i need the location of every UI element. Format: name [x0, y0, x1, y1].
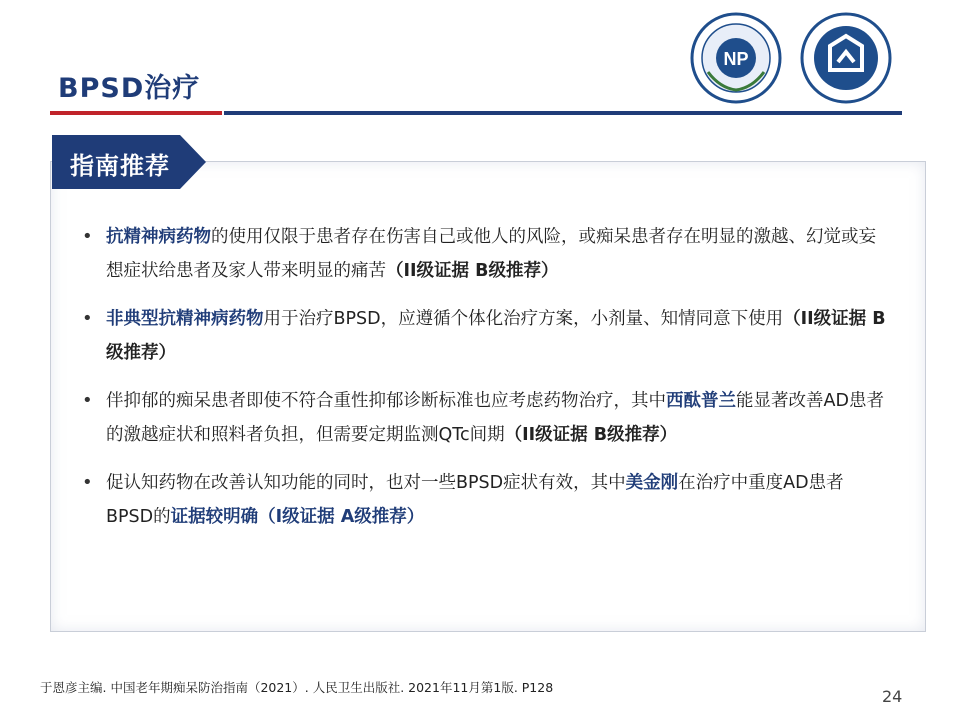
citation: 于恩彦主编. 中国老年期痴呆防治指南（2021）. 人民卫生出版社. 2021年11月第1版. P128: [40, 680, 554, 695]
section-tag: [52, 135, 206, 189]
mental-health-institute-emblem-icon: [800, 12, 892, 104]
bullet-text: 伴抑郁的痴呆患者即使不符合重性抑郁诊断标准也应考虑药物治疗，其中: [106, 391, 666, 411]
drug-name: 非典型抗精神病药物: [106, 309, 264, 329]
evidence-level: （II级证据 B级推荐）: [504, 425, 678, 445]
bullet-text: 的使用仅限于患者存在伤害自己或他人的风险，或痴呆患者存在明显的激越、幻觉或妄想症状给患者及家人带来明显的痛苦: [106, 227, 876, 281]
bullet-icon: •: [82, 226, 93, 247]
drug-name: 抗精神病药物: [106, 227, 211, 247]
evidence-emphasis: 证据较明确: [170, 507, 259, 527]
slide-title: BPSD治疗: [58, 73, 201, 104]
bullet-text: 能显著改善AD患者的激越症状和照料者负担，但需要定期监测QTc间期: [106, 391, 884, 445]
title-divider: [50, 111, 902, 115]
list-item: [80, 466, 890, 534]
list-item: [80, 302, 890, 370]
bullet-text: 在治疗中重度AD患者BPSD的: [106, 473, 844, 527]
list-item: [80, 220, 890, 288]
evidence-level: （II级证据 B级推荐）: [106, 309, 886, 363]
guideline-list: [80, 220, 890, 548]
evidence-level: （I级证据 A级推荐）: [258, 507, 425, 527]
section-tag-label: 指南推荐: [70, 151, 170, 180]
page-number: 24: [882, 687, 903, 706]
bullet-text: 用于治疗BPSD，应遵循个体化治疗方案，小剂量、知情同意下使用: [263, 309, 784, 329]
drug-name: 西酞普兰: [666, 391, 736, 411]
drug-name: 美金刚: [625, 473, 679, 493]
divider-red-segment: [50, 111, 222, 115]
bullet-text: 促认知药物在改善认知功能的同时，也对一些BPSD症状有效，其中: [106, 473, 626, 493]
evidence-level: （II级证据 B级推荐）: [386, 261, 559, 281]
bullet-icon: •: [82, 472, 93, 493]
list-item: [80, 384, 890, 452]
bullet-icon: •: [82, 308, 93, 329]
neurology-dept-emblem-icon: [690, 12, 782, 104]
svg-text:NP: NP: [723, 49, 749, 69]
divider-blue-segment: [224, 111, 902, 115]
bullet-icon: •: [82, 390, 93, 411]
